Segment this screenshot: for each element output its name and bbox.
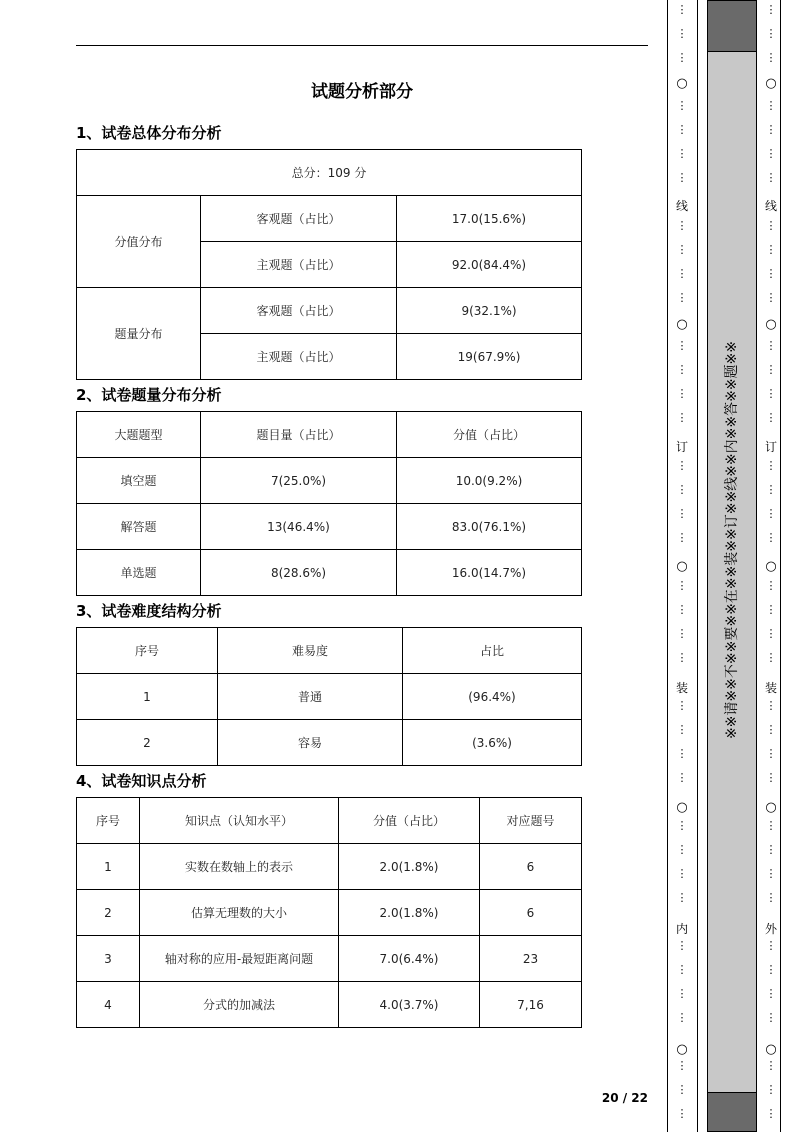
page-title: 试题分析部分 bbox=[311, 82, 413, 102]
binding-dots: ⋮ bbox=[676, 603, 688, 616]
binding-dots: ⋮ bbox=[765, 147, 777, 160]
section-3-heading: 3、试卷难度结构分析 bbox=[76, 602, 222, 620]
binding-word: 订 bbox=[764, 440, 777, 454]
binding-dots: ⋮ bbox=[765, 99, 777, 112]
inner-binding-column bbox=[672, 0, 692, 1132]
table-cell: 容易 bbox=[218, 720, 403, 766]
binding-dots: ⋮ bbox=[765, 747, 777, 760]
binding-dots: ⋮ bbox=[765, 51, 777, 64]
table-row bbox=[77, 844, 582, 890]
binding-dots: ⋮ bbox=[765, 531, 777, 544]
page-number: 20 / 22 bbox=[601, 1091, 648, 1105]
binding-dots: ⋮ bbox=[676, 699, 688, 712]
table-header: 分值（占比） bbox=[397, 412, 582, 458]
difficulty-table bbox=[76, 627, 582, 766]
binding-dots: ⋮ bbox=[676, 531, 688, 544]
binding-word: 线 bbox=[764, 199, 777, 213]
binding-dots: ⋮ bbox=[676, 219, 688, 232]
table-cell: 1 bbox=[77, 674, 218, 720]
binding-circle: ○ bbox=[676, 317, 688, 332]
binding-circle: ○ bbox=[676, 76, 688, 91]
table-cell: (3.6%) bbox=[403, 720, 582, 766]
binding-dots: ⋮ bbox=[765, 987, 777, 1000]
table-row bbox=[77, 458, 582, 504]
table-cell: 8(28.6%) bbox=[201, 550, 397, 596]
table-header-row bbox=[77, 412, 582, 458]
binding-dots: ⋮ bbox=[676, 507, 688, 520]
table-cell: 解答题 bbox=[77, 504, 201, 550]
table-cell: 估算无理数的大小 bbox=[140, 890, 339, 936]
binding-dots: ⋮ bbox=[676, 843, 688, 856]
overall-distribution-table bbox=[76, 149, 582, 380]
binding-dots: ⋮ bbox=[765, 627, 777, 640]
table-cell: 6 bbox=[480, 844, 582, 890]
binding-dots: ⋮ bbox=[765, 699, 777, 712]
binding-dots: ⋮ bbox=[765, 651, 777, 664]
score-subjective-value: 92.0(84.4%) bbox=[397, 242, 582, 288]
table-cell: 1 bbox=[77, 844, 140, 890]
table-cell: 7(25.0%) bbox=[201, 458, 397, 504]
table-cell: 13(46.4%) bbox=[201, 504, 397, 550]
binding-dots: ⋮ bbox=[765, 387, 777, 400]
table-cell: 83.0(76.1%) bbox=[397, 504, 582, 550]
binding-dots: ⋮ bbox=[676, 171, 688, 184]
table-header: 难易度 bbox=[218, 628, 403, 674]
table-cell: 普通 bbox=[218, 674, 403, 720]
section-4-heading: 4、试卷知识点分析 bbox=[76, 772, 207, 790]
binding-word: 内 bbox=[675, 922, 688, 936]
binding-dots: ⋮ bbox=[676, 123, 688, 136]
table-cell: 2 bbox=[77, 890, 140, 936]
table-row bbox=[77, 890, 582, 936]
top-rule bbox=[76, 45, 648, 46]
binding-dots: ⋮ bbox=[676, 363, 688, 376]
table-header: 占比 bbox=[403, 628, 582, 674]
binding-dots: ⋮ bbox=[676, 819, 688, 832]
score-distribution-label: 分值分布 bbox=[77, 196, 201, 288]
binding-dots: ⋮ bbox=[765, 219, 777, 232]
table-cell: 2.0(1.8%) bbox=[339, 844, 480, 890]
binding-dots: ⋮ bbox=[765, 27, 777, 40]
binding-dots: ⋮ bbox=[676, 339, 688, 352]
binding-dots: ⋮ bbox=[676, 651, 688, 664]
binding-dots: ⋮ bbox=[676, 459, 688, 472]
binding-dots: ⋮ bbox=[765, 483, 777, 496]
binding-dots: ⋮ bbox=[765, 363, 777, 376]
table-row bbox=[77, 936, 582, 982]
binding-dots: ⋮ bbox=[676, 291, 688, 304]
table-row bbox=[77, 720, 582, 766]
binding-word: 装 bbox=[675, 681, 688, 695]
table-header: 序号 bbox=[77, 798, 140, 844]
table-row bbox=[77, 674, 582, 720]
subjective-label: 主观题（占比） bbox=[201, 334, 397, 380]
table-cell: (96.4%) bbox=[403, 674, 582, 720]
binding-dots: ⋮ bbox=[676, 483, 688, 496]
binding-dots: ⋮ bbox=[765, 963, 777, 976]
binding-dots: ⋮ bbox=[765, 459, 777, 472]
binding-dots: ⋮ bbox=[676, 1083, 688, 1096]
table-row bbox=[77, 550, 582, 596]
binding-dots: ⋮ bbox=[765, 291, 777, 304]
binding-dots: ⋮ bbox=[765, 507, 777, 520]
section-2-heading: 2、试卷题量分布分析 bbox=[76, 386, 222, 404]
objective-label: 客观题（占比） bbox=[201, 288, 397, 334]
binding-dots: ⋮ bbox=[765, 123, 777, 136]
binding-word: 装 bbox=[764, 681, 777, 695]
binding-dots: ⋮ bbox=[676, 267, 688, 280]
binding-circle: ○ bbox=[765, 1042, 777, 1057]
binding-border-line bbox=[697, 0, 698, 1132]
binding-strip-top-block bbox=[707, 0, 757, 52]
binding-dots: ⋮ bbox=[765, 843, 777, 856]
binding-circle: ○ bbox=[765, 800, 777, 815]
binding-dots: ⋮ bbox=[676, 147, 688, 160]
binding-circle: ○ bbox=[765, 76, 777, 91]
binding-dots: ⋮ bbox=[676, 987, 688, 1000]
table-header: 知识点（认知水平） bbox=[140, 798, 339, 844]
table-cell: 单选题 bbox=[77, 550, 201, 596]
binding-dots: ⋮ bbox=[676, 723, 688, 736]
table-cell: 7,16 bbox=[480, 982, 582, 1028]
binding-dots: ⋮ bbox=[676, 99, 688, 112]
table-cell: 实数在数轴上的表示 bbox=[140, 844, 339, 890]
binding-dots: ⋮ bbox=[765, 1083, 777, 1096]
table-cell: 6 bbox=[480, 890, 582, 936]
table-cell: 7.0(6.4%) bbox=[339, 936, 480, 982]
count-objective-value: 9(32.1%) bbox=[397, 288, 582, 334]
binding-dots: ⋮ bbox=[676, 1011, 688, 1024]
objective-label: 客观题（占比） bbox=[201, 196, 397, 242]
table-header: 题目量（占比） bbox=[201, 412, 397, 458]
table-cell: 2.0(1.8%) bbox=[339, 890, 480, 936]
table-cell: 分式的加减法 bbox=[140, 982, 339, 1028]
count-distribution-label: 题量分布 bbox=[77, 288, 201, 380]
binding-dots: ⋮ bbox=[676, 243, 688, 256]
binding-dots: ⋮ bbox=[676, 963, 688, 976]
table-cell: 4 bbox=[77, 982, 140, 1028]
binding-circle: ○ bbox=[765, 317, 777, 332]
binding-dots: ⋮ bbox=[765, 579, 777, 592]
table-cell: 10.0(9.2%) bbox=[397, 458, 582, 504]
binding-dots: ⋮ bbox=[765, 267, 777, 280]
binding-dots: ⋮ bbox=[676, 771, 688, 784]
binding-circle: ○ bbox=[765, 559, 777, 574]
binding-dots: ⋮ bbox=[765, 243, 777, 256]
binding-dots: ⋮ bbox=[676, 27, 688, 40]
table-row bbox=[77, 982, 582, 1028]
knowledge-point-table bbox=[76, 797, 582, 1028]
table-header: 序号 bbox=[77, 628, 218, 674]
table-cell: 2 bbox=[77, 720, 218, 766]
subjective-label: 主观题（占比） bbox=[201, 242, 397, 288]
question-type-table bbox=[76, 411, 582, 596]
binding-dots: ⋮ bbox=[676, 411, 688, 424]
binding-warning-text: ※※请※※不※※要※※在※※装※※订※※线※※内※※答※※题※※ bbox=[724, 340, 740, 740]
binding-word: 外 bbox=[764, 922, 777, 936]
binding-dots: ⋮ bbox=[765, 891, 777, 904]
binding-dots: ⋮ bbox=[765, 867, 777, 880]
binding-circle: ○ bbox=[676, 800, 688, 815]
binding-dots: ⋮ bbox=[765, 771, 777, 784]
table-cell: 填空题 bbox=[77, 458, 201, 504]
binding-dots: ⋮ bbox=[765, 1011, 777, 1024]
binding-strip-bottom-block bbox=[707, 1092, 757, 1132]
section-1-heading: 1、试卷总体分布分析 bbox=[76, 124, 222, 142]
binding-dots: ⋮ bbox=[676, 939, 688, 952]
table-cell: 4.0(3.7%) bbox=[339, 982, 480, 1028]
binding-circle: ○ bbox=[676, 1042, 688, 1057]
table-header: 分值（占比） bbox=[339, 798, 480, 844]
count-subjective-value: 19(67.9%) bbox=[397, 334, 582, 380]
table-cell: 3 bbox=[77, 936, 140, 982]
binding-dots: ⋮ bbox=[676, 1107, 688, 1120]
binding-dots: ⋮ bbox=[676, 387, 688, 400]
total-score: 总分：109 分 bbox=[77, 150, 582, 196]
binding-word: 订 bbox=[675, 440, 688, 454]
table-header: 大题题型 bbox=[77, 412, 201, 458]
binding-dots: ⋮ bbox=[765, 819, 777, 832]
binding-dots: ⋮ bbox=[765, 603, 777, 616]
score-objective-value: 17.0(15.6%) bbox=[397, 196, 582, 242]
binding-dots: ⋮ bbox=[676, 1059, 688, 1072]
binding-dots: ⋮ bbox=[765, 3, 777, 16]
outer-binding-column bbox=[761, 0, 781, 1132]
binding-dots: ⋮ bbox=[765, 171, 777, 184]
binding-circle: ○ bbox=[676, 559, 688, 574]
binding-word: 线 bbox=[675, 199, 688, 213]
table-header: 对应题号 bbox=[480, 798, 582, 844]
binding-dots: ⋮ bbox=[676, 3, 688, 16]
binding-dots: ⋮ bbox=[765, 411, 777, 424]
binding-border-line bbox=[667, 0, 668, 1132]
binding-dots: ⋮ bbox=[765, 939, 777, 952]
binding-dots: ⋮ bbox=[676, 579, 688, 592]
binding-dots: ⋮ bbox=[676, 747, 688, 760]
binding-dots: ⋮ bbox=[765, 723, 777, 736]
binding-dots: ⋮ bbox=[676, 867, 688, 880]
binding-dots: ⋮ bbox=[676, 891, 688, 904]
binding-dots: ⋮ bbox=[765, 1107, 777, 1120]
binding-dots: ⋮ bbox=[765, 339, 777, 352]
table-cell: 16.0(14.7%) bbox=[397, 550, 582, 596]
binding-dots: ⋮ bbox=[676, 51, 688, 64]
table-header-row bbox=[77, 798, 582, 844]
binding-dots: ⋮ bbox=[676, 627, 688, 640]
table-cell: 轴对称的应用-最短距离问题 bbox=[140, 936, 339, 982]
binding-dots: ⋮ bbox=[765, 1059, 777, 1072]
table-row bbox=[77, 504, 582, 550]
table-header-row bbox=[77, 628, 582, 674]
table-cell: 23 bbox=[480, 936, 582, 982]
